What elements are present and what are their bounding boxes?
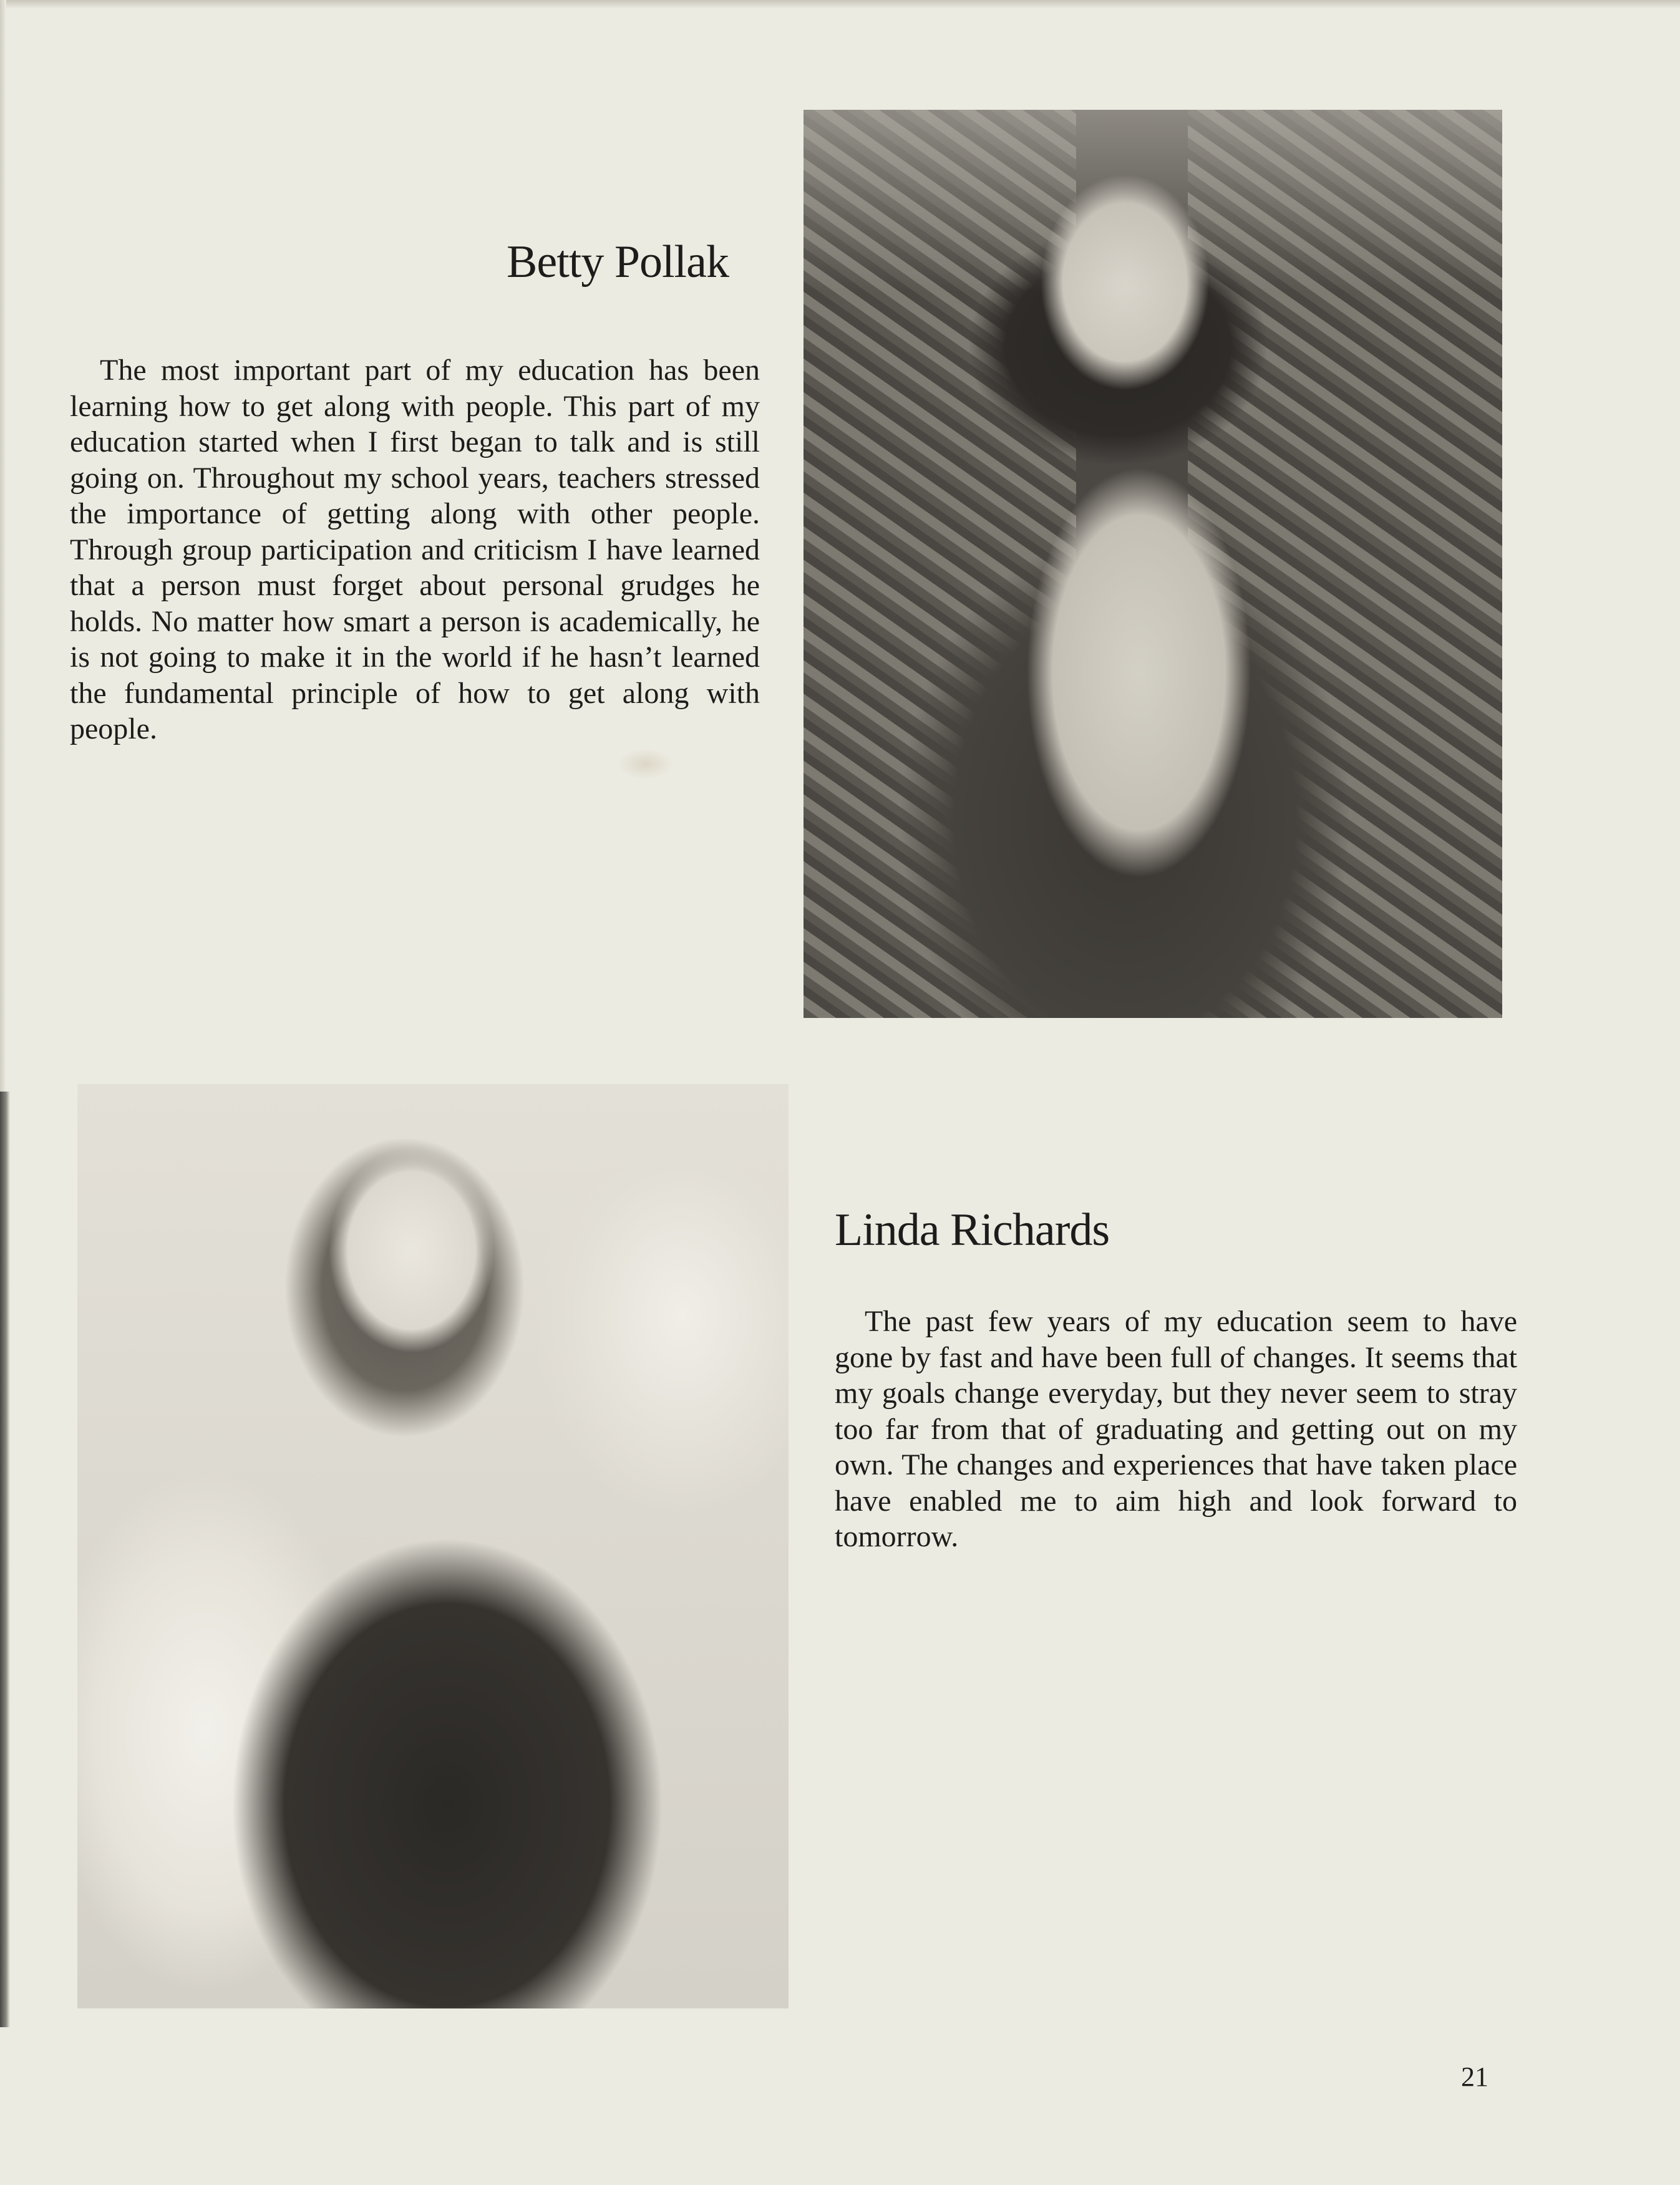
profile-name-betty-pollak: Betty Pollak	[507, 236, 729, 288]
portrait-photo-linda-richards	[77, 1084, 789, 2008]
page-binding-shadow	[0, 1092, 10, 2027]
portrait-photo-betty-pollak	[804, 110, 1502, 1018]
paper-smudge	[618, 749, 674, 780]
page-top-edge	[0, 0, 1680, 9]
profile-name-linda-richards: Linda Richards	[835, 1204, 1110, 1256]
page-binding-edge	[0, 0, 6, 1092]
page-number: 21	[1461, 2061, 1488, 2092]
profile-essay-betty-pollak: The most important part of my education has been learning how to get along with people. This part of my education started when I first began to talk and is still going on. Throughout my school years, teachers stressed the importance of getting along with other people. Through group participation and criticism I have learned that a person must forget about personal grudges he holds. No matter how smart a person is academically, he is not going to make it in the world if he hasn’t learned the fundamental principle of how to get along with people.	[70, 354, 760, 745]
profile-essay-linda-richards: The past few years of my education seem to have gone by fast and have been full of changes. It seems that my goals change everyday, but they never seem to stray too far from that of graduating and getting out on my own. The changes and experiences that have taken place have enabled me to aim high and look forward to tomorrow.	[835, 1305, 1517, 1553]
